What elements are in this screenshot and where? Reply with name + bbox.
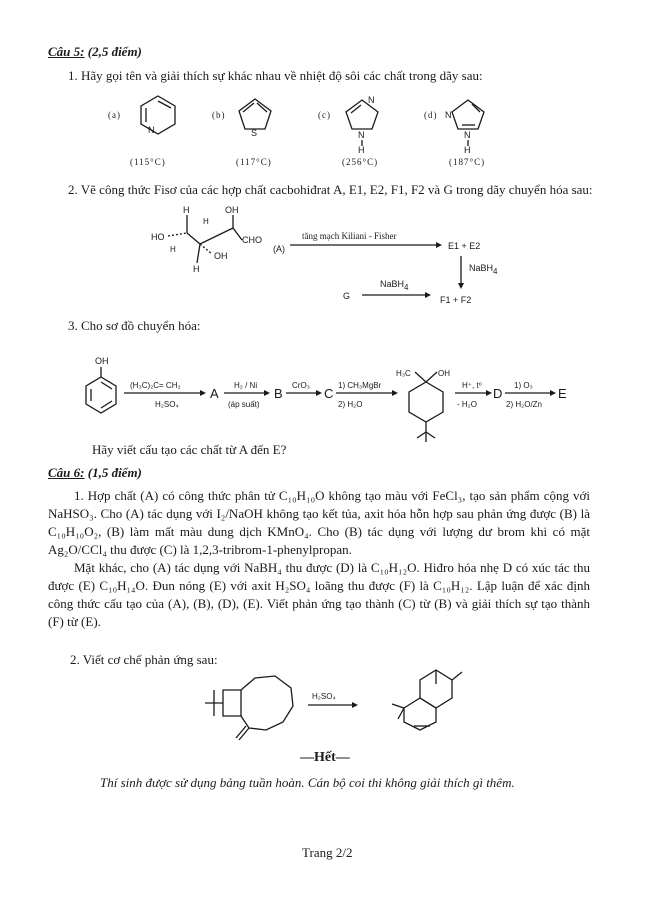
imidazole-n3: N xyxy=(368,95,375,105)
question-5-3-ask: Hãy viết cấu tạo các chất từ A đến E? xyxy=(92,442,287,457)
imidazole-h: H xyxy=(358,145,365,155)
question-5-2: 2. Vẽ công thức Fisơ của các hợp chất cacbohiđrat A, E1, E2, F1, F2 và G trong dãy chuyển hóa sau: xyxy=(68,182,593,197)
cyclobutane-ring xyxy=(223,690,241,716)
svg-text:C: C xyxy=(324,386,334,401)
svg-text:H: H xyxy=(183,205,190,215)
svg-text:2) H₂O: 2) H₂O xyxy=(338,400,363,409)
compound-d-label: (d) xyxy=(424,110,438,120)
svg-text:(A): (A) xyxy=(273,244,285,254)
svg-text:D: D xyxy=(493,386,503,401)
svg-text:G: G xyxy=(343,291,351,301)
svg-text:(áp suất): (áp suất) xyxy=(228,400,260,409)
compound-b-bp: (117°C) xyxy=(236,157,272,167)
pyrazole-n2: N xyxy=(445,110,452,120)
svg-text:F1 + F2: F1 + F2 xyxy=(440,295,472,305)
svg-text:A: A xyxy=(210,386,219,401)
pyrazole-h: H xyxy=(464,145,471,155)
svg-text:OH: OH xyxy=(438,369,450,378)
cau5-points: (2,5 điểm) xyxy=(87,44,142,59)
compound-a-bp: (115°C) xyxy=(130,157,166,167)
question-6-1-para2: Mặt khác, cho (A) tác dụng với NaBH₄ thu được (D) là C₁₀H₁₂O. Hiđro hóa nhẹ D có xúc tác thu được (E) C₁₀H₁₄O. Đun nóng (E) với axit H₂SO₄ loãng thu được (F) là C₁₀H₁₂. Lập luận để xác định công thức cấu tạo của (A), (B), (D), (E). Viết phản ứng tạo thành (C) từ (B) và giải thích sự tạo thành (F) từ (E). xyxy=(48,560,590,629)
end-marker: —Hết— xyxy=(300,750,350,765)
pyridine-n: N xyxy=(148,125,155,135)
svg-text:2) H₂O/Zn: 2) H₂O/Zn xyxy=(506,400,542,409)
cau5-label: Câu 5: xyxy=(48,44,85,59)
compound-c-label: (c) xyxy=(318,110,331,120)
compound-c-bp: (256°C) xyxy=(342,157,379,167)
svg-text:1) O₃: 1) O₃ xyxy=(514,381,533,390)
question-6-1-para1: 1. Hợp chất (A) có công thức phân tử C₁₀H₁₀O không tạo màu với FeCl₃, tạo sản phẩm cộng với NaHSO₃. Cho (A) tác dụng với I₂/NaOH không tạo kết tủa, axit hóa hỗn hợp sau phản ứng được (B) là C₁₀H₁₀O₂, (B) làm mất màu dung dịch KMnO₄. Cho (B) tác dụng với lượng dư brom khi có mặt Ag₂O/CCl₄ thu được (C) là 1,2,3-tribrom-1-phenylpropan. xyxy=(48,488,590,557)
cau6-points: (1,5 điểm) xyxy=(87,465,142,480)
svg-text:CHO: CHO xyxy=(242,235,262,245)
page-number: Trang 2/2 xyxy=(302,845,353,860)
svg-text:NaBH4: NaBH4 xyxy=(380,279,409,292)
svg-text:1) CH₃MgBr: 1) CH₃MgBr xyxy=(338,381,382,390)
svg-text:CrO₃: CrO₃ xyxy=(292,381,310,390)
imidazole-n1: N xyxy=(358,130,365,140)
svg-text:B: B xyxy=(274,386,283,401)
cau6-label: Câu 6: xyxy=(48,465,85,480)
svg-text:OH: OH xyxy=(95,356,109,366)
exam-note: Thí sinh được sử dụng bảng tuần hoàn. Cán bộ coi thi không giải thích gì thêm. xyxy=(100,775,515,790)
svg-text:E: E xyxy=(558,386,567,401)
svg-text:OH: OH xyxy=(225,205,239,215)
svg-text:H: H xyxy=(193,264,200,274)
thiophene-s: S xyxy=(251,128,258,138)
compound-b-label: (b) xyxy=(212,110,226,120)
product-ring-a xyxy=(404,698,436,730)
question-6-2: 2. Viết cơ chế phản ứng sau: xyxy=(70,652,218,667)
svg-text:- H₂O: - H₂O xyxy=(457,400,477,409)
cyclononene-ring xyxy=(241,676,293,730)
svg-text:H: H xyxy=(203,217,209,226)
svg-text:OH: OH xyxy=(214,251,228,261)
svg-text:H₂SO₄: H₂SO₄ xyxy=(312,692,336,701)
svg-text:H₂ / Ni: H₂ / Ni xyxy=(234,381,258,390)
svg-text:HO: HO xyxy=(151,232,165,242)
compound-a-label: (a) xyxy=(108,110,121,120)
pyrazole-n1: N xyxy=(464,130,471,140)
question-5-3: 3. Cho sơ đồ chuyển hóa: xyxy=(68,318,201,333)
svg-text:H₃C: H₃C xyxy=(396,369,411,378)
svg-text:tăng mạch Kiliani - Fisher: tăng mạch Kiliani - Fisher xyxy=(302,231,397,241)
svg-text:(H₃C)₂C= CH₂: (H₃C)₂C= CH₂ xyxy=(130,381,181,390)
svg-text:H⁺, t⁰: H⁺, t⁰ xyxy=(462,381,482,390)
svg-text:E1 + E2: E1 + E2 xyxy=(448,241,481,251)
compound-d-bp: (187°C) xyxy=(449,157,486,167)
svg-text:H₂SO₄: H₂SO₄ xyxy=(155,400,179,409)
svg-text:NaBH4: NaBH4 xyxy=(469,263,498,276)
svg-text:H: H xyxy=(170,245,176,254)
question-5-1: 1. Hãy gọi tên và giải thích sự khác nhau về nhiệt độ sôi các chất trong dãy sau: xyxy=(68,68,483,83)
